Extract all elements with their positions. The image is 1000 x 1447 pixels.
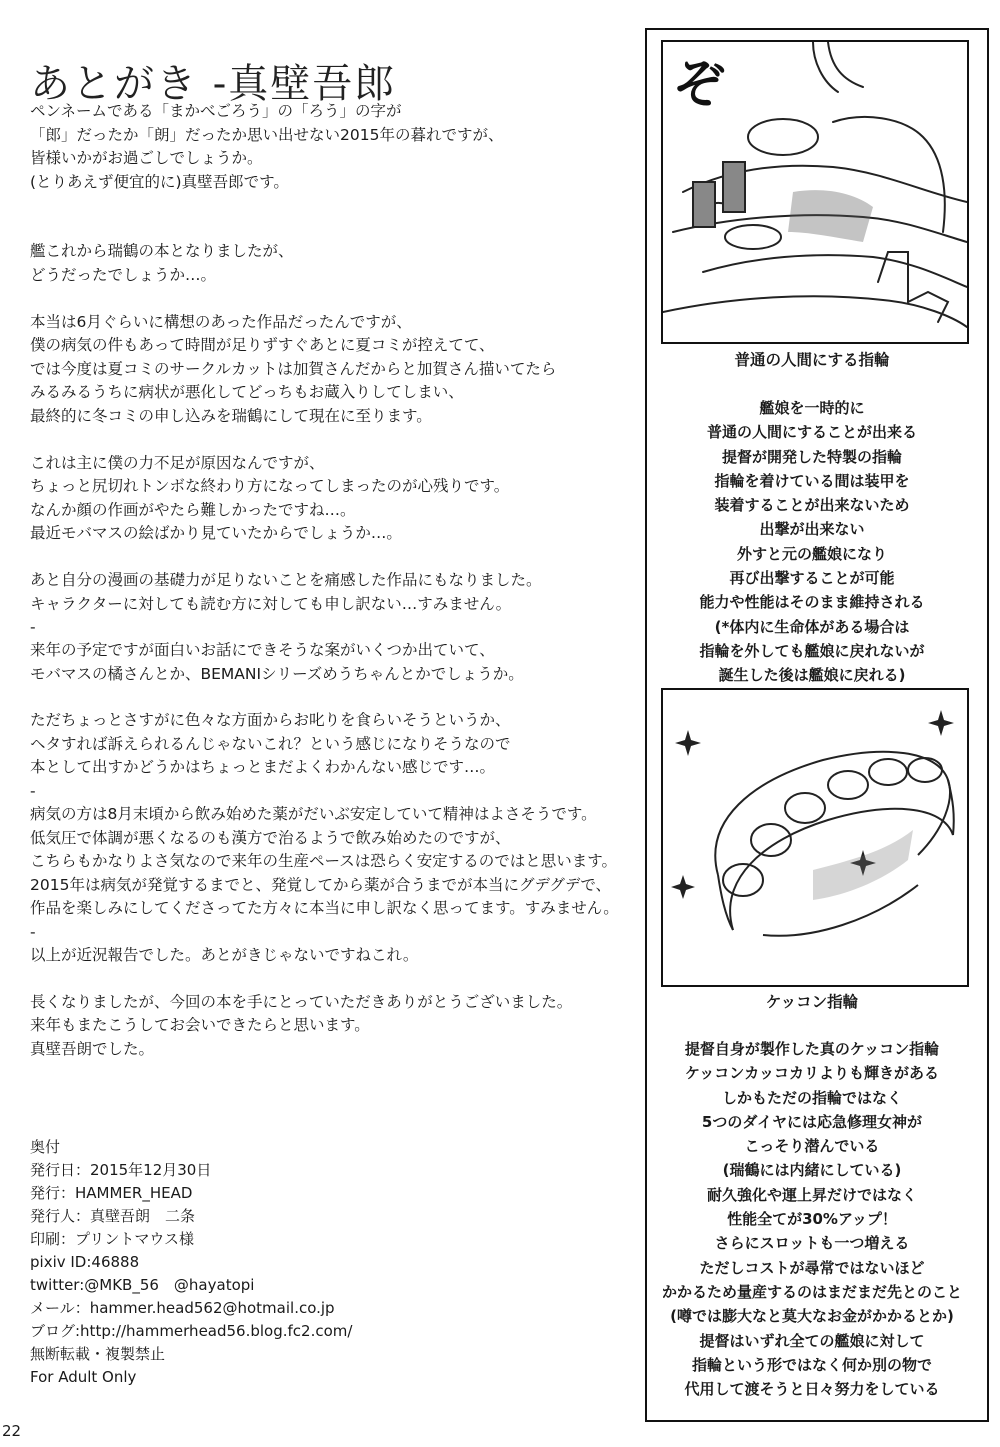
colophon-line: 発行日：2015年12月30日 — [30, 1161, 212, 1179]
panel-caption: ケッコン指輪 — [765, 993, 859, 1011]
text-line: 皆様いかがお過ごしでしょうか。 — [30, 149, 263, 168]
text-line: 病気の方は8月末頃から飲み始めた薬がだいぶ安定していて精神はよさそうです。 — [30, 805, 597, 824]
desc-line: 耐久強化や運上昇だけではなく — [706, 1185, 917, 1204]
desc-line: 誕生した後は艦娘に戻れる) — [718, 666, 906, 685]
dash-separator: - — [30, 618, 36, 637]
text-line: ただちょっとさすがに色々な方面からお叱りを食らいそうというか、 — [30, 711, 511, 730]
text-line: なんか顔の作画がやたら難しかったですね…。 — [30, 500, 356, 519]
text-line: 2015年は病気が発覚するまでと、発覚してから薬が合うまでが本当にグデグデで、 — [30, 875, 612, 894]
manga-panel-ring — [661, 688, 969, 987]
page-number: 22 — [2, 1422, 22, 1440]
desc-line: 指輪を着けている間は装甲を — [714, 471, 910, 490]
afterword-paragraph — [30, 944, 630, 968]
text-line: 低気圧で体調が悪くなるのも漢方で治るようで飲み始めたのですが、 — [30, 828, 511, 847]
desc-line: 出撃が出来ない — [759, 520, 865, 539]
afterword-paragraph — [30, 803, 630, 921]
desc-line: 性能全てが30%アップ！ — [727, 1210, 897, 1229]
desc-line: ただしコストが尋常ではないほど — [699, 1258, 925, 1277]
afterword-paragraph — [30, 569, 630, 616]
text-line: ちょっと尻切れトンボな終わり方になってしまったのが心残りです。 — [30, 477, 510, 496]
text-line: どうだったでしょうか…。 — [30, 265, 217, 284]
desc-line: こっそり潜んでいる — [744, 1137, 880, 1156]
afterword-paragraph — [30, 100, 630, 194]
desc-line: 普通の人間にすることが出来る — [706, 423, 917, 442]
afterword-paragraph — [30, 311, 630, 429]
text-line: 以上が近況報告でした。あとがきじゃないですねこれ。 — [30, 946, 419, 965]
desc-line: しかもただの指輪ではなく — [721, 1088, 902, 1107]
desc-line: 艦娘を一時的に — [759, 399, 865, 417]
dash-separator: - — [30, 923, 36, 942]
text-line: 真壁吾朗でした。 — [30, 1039, 155, 1058]
colophon-line: For Adult Only — [30, 1368, 137, 1386]
desc-line: 指輪を外しても艦娘に戻れないが — [699, 641, 925, 660]
desc-line: 代用して渡そうと日々努力をしている — [684, 1380, 940, 1399]
desc-line: 提督自身が製作した真のケッコン指輪 — [684, 1040, 940, 1058]
text-line: こちらもかなりよさ気なので来年の生産ペースは恐らく安定するのではと思います。 — [30, 852, 617, 871]
text-line: (とりあえず便宜的に)真壁吾郎です。 — [30, 172, 289, 191]
text-line: 長くなりましたが、今回の本を手にとっていただきありがとうございました。 — [30, 992, 573, 1011]
desc-line: 提督が開発した特製の指輪 — [721, 447, 902, 466]
desc-line: 能力や性能はそのまま維持される — [699, 593, 925, 612]
text-line: 本として出すかどうかはちょっとまだよくわかんない感じです…。 — [30, 758, 496, 777]
sound-effect-text: ぞ — [673, 55, 726, 115]
dash-separator: - — [30, 782, 36, 801]
desc-line: 外すと元の艦娘になり — [736, 544, 887, 563]
text-line: では今度は夏コミのサークルカットは加賀さんだからと加賀さん描いてたら — [30, 359, 557, 378]
desc-line: (*体内に生命体がある場合は — [714, 617, 910, 636]
text-line: あと自分の漫画の基礎力が足りないことを痛感した作品にもなりました。 — [30, 570, 542, 589]
text-line: 本当は6月ぐらいに構想のあった作品だったんですが、 — [30, 312, 412, 331]
colophon-line: メール：hammer.head562@hotmail.co.jp — [30, 1299, 335, 1317]
colophon-line: twitter:@MKB_56 @hayatopi — [30, 1276, 255, 1294]
text-line: みるみるうちに病状が悪化してどっちもお蔵入りしてしまい、 — [30, 383, 464, 402]
colophon-line: pixiv ID:46888 — [30, 1253, 140, 1271]
colophon — [30, 1136, 352, 1389]
desc-line: (瑞鶴には内緒にしている) — [722, 1161, 902, 1180]
desc-line: かかるため量産するのはまだまだ先とのこと — [661, 1282, 962, 1301]
text-line: 僕の病気の件もあって時間が足りずすぐあとに夏コミが控えてて、 — [30, 336, 495, 355]
panel-caption: 普通の人間にする指輪 — [734, 351, 890, 369]
ring-description — [660, 396, 964, 688]
ring-description — [660, 1037, 964, 1401]
text-line: キャラクターに対しても読む方に対しても申し訳ない…すみません。 — [30, 594, 512, 613]
text-line: モバマスの橘さんとか、BEMANIシリーズめうちゃんとかでしょうか。 — [30, 664, 524, 683]
afterword-paragraph — [30, 991, 630, 1062]
colophon-line: 印刷：プリントマウス様 — [30, 1230, 194, 1248]
text-line: ヘタすれば訴えられるんじゃないこれ？という感じになりそうなので — [30, 734, 511, 753]
afterword-paragraph — [30, 639, 630, 686]
text-line: 艦これから瑞鶴の本となりましたが、 — [30, 242, 294, 261]
desc-line: さらにスロットも一つ増える — [714, 1234, 910, 1253]
desc-line: (噂では膨大なと莫大なお金がかかるとか) — [670, 1307, 954, 1326]
afterword-title: あとがき -真壁吾郎 — [30, 61, 397, 107]
desc-line: 再び出撃することが可能 — [729, 569, 895, 588]
text-line: 最終的に冬コミの申し込みを瑞鶴にして現在に至ります。 — [30, 406, 432, 425]
text-line: 「郎」だったか「朗」だったか思い出せない2015年の暮れですが、 — [30, 125, 504, 144]
afterword-paragraph — [30, 709, 630, 780]
manga-panel-hand — [661, 40, 969, 344]
afterword-paragraph — [30, 452, 630, 546]
text-line: 来年の予定ですが面白いお話にできそうな案がいくつか出ていて、 — [30, 641, 495, 660]
desc-line: 5つのダイヤには応急修理女神が — [701, 1112, 923, 1131]
colophon-line: 発行：HAMMER_HEAD — [30, 1184, 193, 1202]
afterword-body — [30, 100, 630, 1084]
afterword-paragraph — [30, 240, 630, 287]
desc-line: 指輪という形ではなく何か別の物で — [691, 1355, 932, 1374]
text-line: ペンネームである「まかべごろう」の「ろう」の字が — [30, 102, 402, 120]
text-line: 来年もまたこうしてお会いできたらと思います。 — [30, 1016, 370, 1035]
desc-line: ケッコンカッコカリよりも輝きがある — [684, 1064, 940, 1083]
colophon-heading: 奥付 — [30, 1138, 61, 1156]
text-line: これは主に僕の力不足が原因なんですが、 — [30, 453, 325, 472]
colophon-line: 発行人：真壁吾朗 二条 — [30, 1207, 196, 1225]
colophon-line: 無断転載・複製禁止 — [30, 1345, 166, 1363]
text-line: 作品を楽しみにしてくださってた方々に本当に申し訳なく思ってます。すみません。 — [30, 899, 619, 918]
colophon-line: ブログ:http://hammerhead56.blog.fc2.com/ — [30, 1322, 353, 1340]
desc-line: 提督はいずれ全ての艦娘に対して — [699, 1331, 925, 1350]
wedding-ring-illustration — [663, 690, 967, 985]
text-line: 最近モバマスの絵ばかり見ていたからでしょうか…。 — [30, 524, 402, 543]
desc-line: 装着することが出来ないため — [714, 496, 910, 515]
